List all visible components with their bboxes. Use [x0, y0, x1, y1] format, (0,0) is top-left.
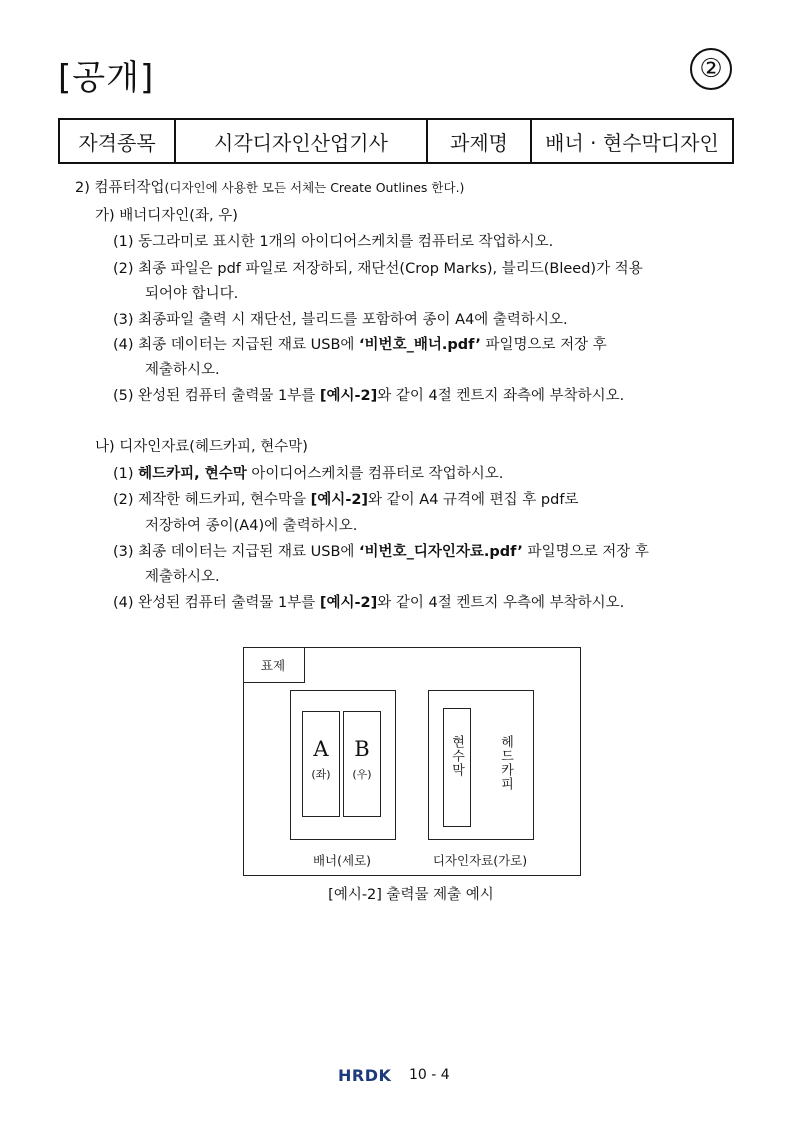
na-item-3: (3) 최종 데이터는 지급된 재료 USB에 ‘비번호_디자인자료.pdf’ 파일명으로 저장 후: [113, 544, 649, 560]
na-item-1: (1) 헤드카피, 현수막 아이디어스케치를 컴퓨터로 작업하시오.: [113, 466, 504, 482]
banner-b-letter: B: [354, 737, 370, 761]
banner-b-sub: (우): [352, 768, 372, 781]
page-title: [공개]: [58, 58, 155, 98]
headcopy-text: 헤드카피: [498, 735, 513, 791]
info-table: [58, 118, 734, 164]
ga-item-3: (3) 최종파일 출력 시 재단선, 블리드를 포함하여 종이 A4에 출력하시오.: [113, 312, 568, 328]
ga-item-4-cont: 제출하시오.: [145, 362, 220, 378]
banner-b-frame: [343, 711, 381, 817]
ga-item-2: (2) 최종 파일은 pdf 파일로 저장하되, 재단선(Crop Marks), 블리드(Bleed)가 적용: [113, 261, 643, 277]
na-item-3-cont: 제출하시오.: [145, 569, 220, 585]
ga-item-4: (4) 최종 데이터는 지급된 재료 USB에 ‘비번호_배너.pdf’ 파일명으로 저장 후: [113, 337, 607, 353]
label-task: 과제명: [427, 119, 531, 163]
na-item-4: (4) 완성된 컴퓨터 출력물 1부를 [예시-2]와 같이 4절 켄트지 우측에 부착하시오.: [113, 595, 625, 611]
ga-item-5: (5) 완성된 컴퓨터 출력물 1부를 [예시-2]와 같이 4절 켄트지 좌측에 부착하시오.: [113, 388, 625, 404]
na-item-2: (2) 제작한 헤드카피, 현수막을 [예시-2]와 같이 A4 규격에 편집 후 pdf로: [113, 492, 579, 508]
hrdk-logo: HRDK: [338, 1066, 392, 1085]
design-label: 디자인자료(가로): [432, 853, 528, 868]
value-task: 배너 · 현수막디자인: [531, 119, 733, 163]
figure-caption: [예시-2] 출력물 제출 예시: [328, 887, 494, 903]
label-subject: 자격종목: [59, 119, 175, 163]
part-na-heading: 나) 디자인자료(헤드카피, 현수막): [95, 439, 308, 455]
ga-item-1: (1) 동그라미로 표시한 1개의 아이디어스케치를 컴퓨터로 작업하시오.: [113, 234, 554, 250]
section-heading: 2) 컴퓨터작업(디자인에 사용한 모든 서체는 Create Outlines 한다.): [75, 180, 465, 196]
figure-title-label: 표제: [260, 658, 286, 673]
ga-item-2-cont: 되어야 합니다.: [145, 286, 239, 302]
na-item-2-cont: 저장하여 종이(A4)에 출력하시오.: [145, 518, 358, 534]
banner-a-letter: A: [313, 737, 329, 761]
hyunsumak-text: 현수막: [449, 735, 464, 777]
page-number-badge: ②: [690, 48, 732, 90]
banner-a-sub: (좌): [311, 768, 331, 781]
footer-page-number: 10 - 4: [409, 1067, 450, 1083]
banner-label: 배너(세로): [312, 853, 372, 868]
banner-a-frame: [302, 711, 340, 817]
value-subject: 시각디자인산업기사: [175, 119, 427, 163]
part-ga-heading: 가) 배너디자인(좌, 우): [95, 208, 238, 224]
section-note: (디자인에 사용한 모든 서체는 Create Outlines 한다.): [164, 180, 465, 195]
